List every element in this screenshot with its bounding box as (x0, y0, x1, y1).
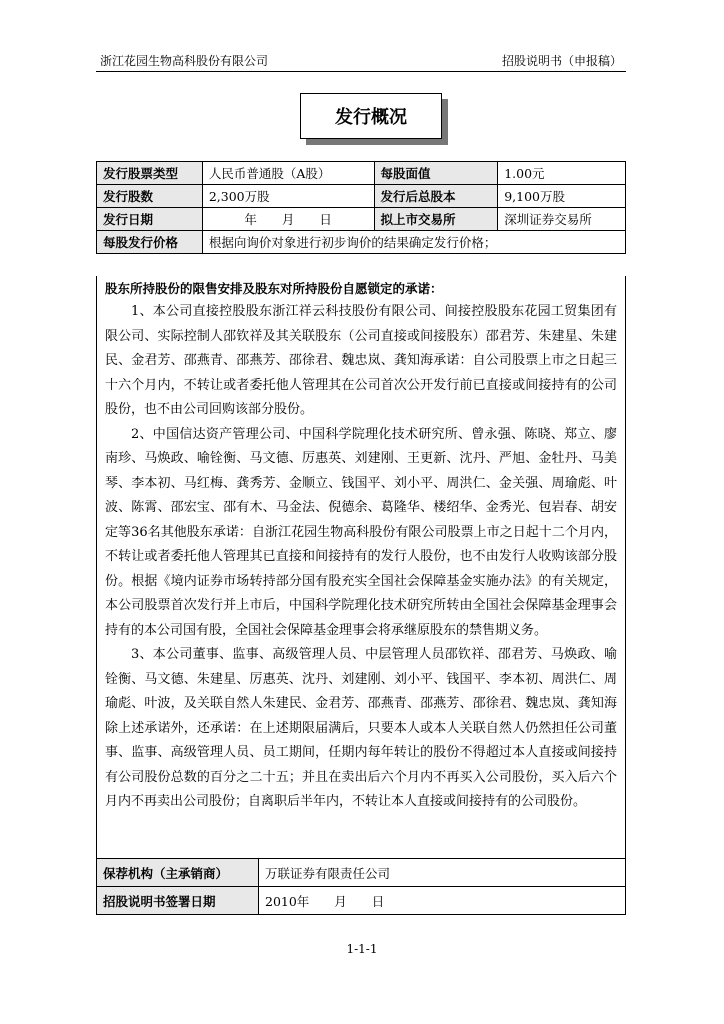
page-header (96, 48, 626, 72)
statement-title: 股东所持股份的限售安排及股东对所持股份自愿锁定的承诺： (105, 281, 443, 296)
issue-date-value: 年 月 日 (202, 208, 374, 231)
issue-price-value: 根据向询价对象进行初步询价的结果确定发行价格； (202, 231, 625, 254)
page-number: 1-1-1 (346, 942, 378, 956)
signing-date-label: 招股说明书签署日期 (97, 887, 259, 915)
par-value-value: 1.00元 (498, 162, 626, 185)
statement-paragraph-1: 1、本公司直接控股股东浙江祥云科技股份有限公司、间接控股股东花园工贸集团有限公司、实际控制人邵钦祥及其关联股东（公司直接或间接股东）邵君芳、朱建星、朱建民、金君芳、邵燕青、邵燕芳、邵徐君、魏忠岚、龚知海承诺：自公司股票上市之日起三十六个月内，不转让或者委托他人管理其在公司首次公开发行前已直接或间接持有的公司股份，也不由公司回购该部分股份。 (105, 304, 617, 417)
table-row (97, 887, 626, 915)
issue-price-label: 每股发行价格 (97, 231, 203, 254)
par-value-label: 每股面值 (374, 162, 498, 185)
sponsor-value: 万联证券有限责任公司 (259, 859, 626, 887)
lockup-statement (96, 276, 626, 858)
table-row (97, 185, 626, 208)
signing-date-value: 2010年 月 日 (259, 887, 626, 915)
section-title: 发行概况 (335, 107, 407, 128)
issue-date-label: 发行日期 (97, 208, 203, 231)
table-row (97, 162, 626, 185)
offering-info-table (96, 161, 626, 254)
shares-issued-label: 发行股数 (97, 185, 203, 208)
stock-type-value: 人民币普通股（A股） (202, 162, 374, 185)
document-type: 招股说明书（申报稿） (501, 54, 622, 68)
total-capital-label: 发行后总股本 (374, 185, 498, 208)
shares-issued-value: 2,300万股 (202, 185, 374, 208)
stock-type-label: 发行股票类型 (97, 162, 203, 185)
sponsor-info-table (96, 858, 626, 915)
statement-paragraph-3: 3、本公司董事、监事、高级管理人员、中层管理人员邵钦祥、邵君芳、马焕政、喻铨衡、马文德、朱建星、厉惠英、沈丹、刘建刚、刘小平、钱国平、李本初、周洪仁、周瑜彪、叶波，及关联自然人朱建民、金君芳、邵燕青、邵燕芳、邵徐君、魏忠岚、龚知海除上述承诺外，还承诺：在上述期限届满后，只要本人或本人关联自然人仍然担任公司董事、监事、高级管理人员、员工期间，任期内每年转让的股份不得超过本人直接或间接持有公司股份总数的百分之二十五；并且在卖出后六个月内不再买入公司股份，买入后六个月内不再卖出公司股份；自离职后半年内，不转让本人直接或间接持有的公司股份。 (105, 647, 617, 809)
total-capital-value: 9,100万股 (498, 185, 626, 208)
statement-paragraph-2: 2、中国信达资产管理公司、中国科学院理化技术研究所、曾永强、陈晓、郑立、廖南珍、马焕政、喻铨衡、马文德、厉惠英、刘建刚、王更新、沈丹、严旭、金牡丹、马美琴、李本初、马红梅、龚秀芳、金顺立、钱国平、刘小平、周洪仁、金关强、周瑜彪、叶波、陈霄、邵宏宝、邵有木、马金法、倪德余、葛隆华、楼绍华、金秀光、包岩春、胡安定等36名其他股东承诺：自浙江花园生物高科股份有限公司股票上市之日起十二个月内，不转让或者委托他人管理其已直接和间接持有的发行人股份，也不由发行人收购该部分股份。根据《境内证券市场转持部分国有股充实全国社会保障基金实施办法》的有关规定，本公司股票首次发行并上市后，中国科学院理化技术研究所转由全国社会保障基金理事会持有的本公司国有股，全国社会保障基金理事会将承继原股东的禁售期义务。 (105, 426, 617, 638)
table-row (97, 859, 626, 887)
exchange-value: 深圳证券交易所 (498, 208, 626, 231)
table-row (97, 208, 626, 231)
company-name: 浙江花园生物高科股份有限公司 (100, 54, 269, 68)
sponsor-label: 保荐机构（主承销商） (97, 859, 259, 887)
exchange-label: 拟上市交易所 (374, 208, 498, 231)
table-row (97, 231, 626, 254)
section-title-box (300, 93, 442, 139)
